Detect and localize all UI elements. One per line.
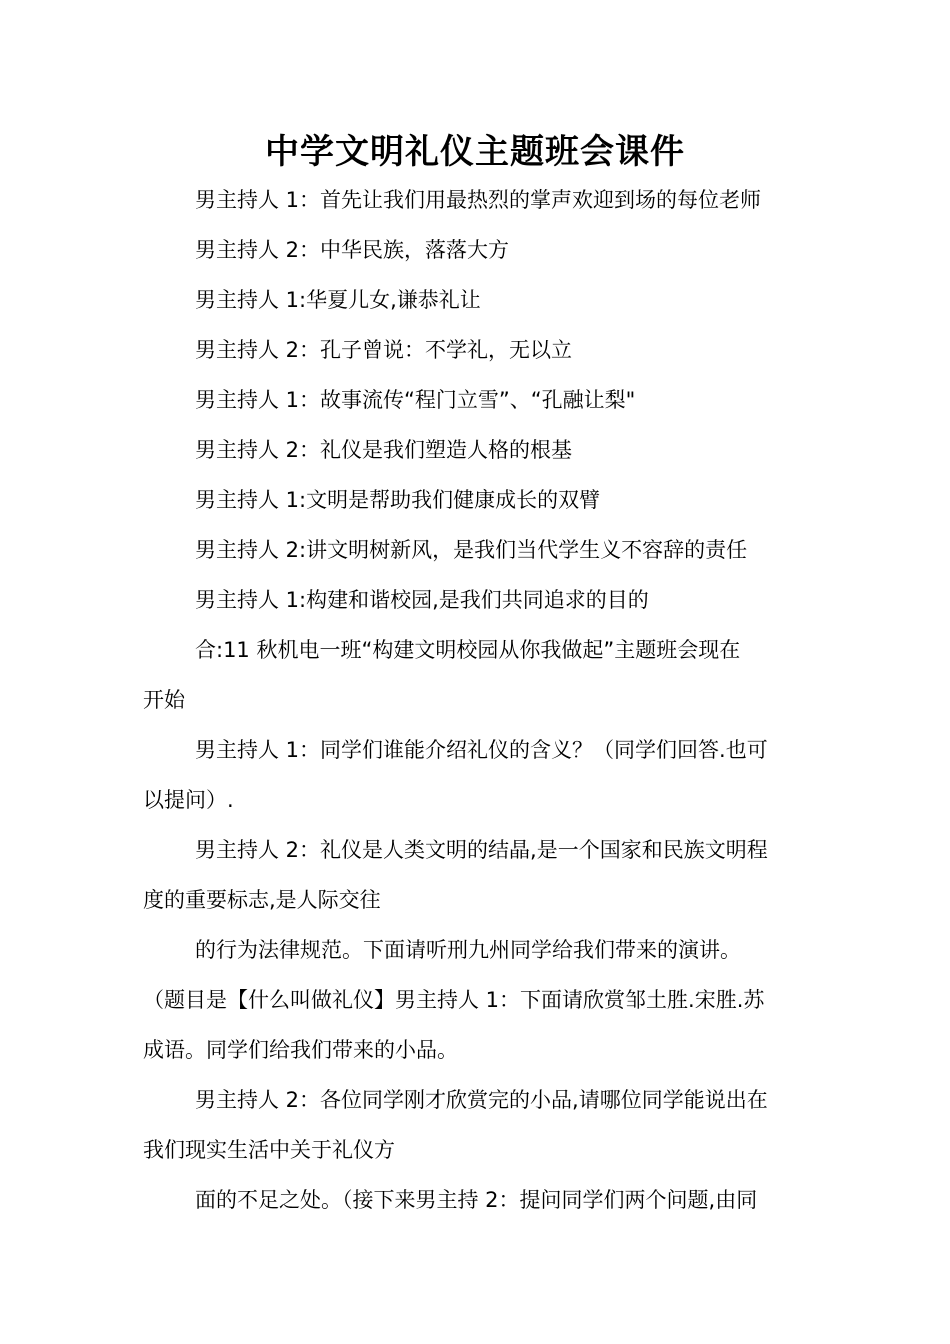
text-line: 男主持人 2：礼仪是人类文明的结晶,是一个国家和民族文明程 bbox=[195, 838, 768, 862]
text-line: 合:11 秋机电一班“构建文明校园从你我做起”主题班会现在 bbox=[195, 638, 741, 662]
text-line: 男主持人 1:华夏儿女,谦恭礼让 bbox=[195, 288, 481, 312]
document-title: 中学文明礼仪主题班会课件 bbox=[265, 132, 685, 172]
text-line: 面的不足之处。（接下来男主持 2：提问同学们两个问题,由同 bbox=[195, 1188, 758, 1212]
text-line: 男主持人 2：孔子曾说：不学礼，无以立 bbox=[195, 338, 573, 362]
text-line: 以提问）. bbox=[143, 788, 234, 812]
text-line: 度的重要标志,是人际交往 bbox=[143, 888, 381, 912]
text-line: 男主持人 1：同学们谁能介绍礼仪的含义？（同学们回答.也可 bbox=[195, 738, 768, 762]
text-line: 男主持人 2：礼仪是我们塑造人格的根基 bbox=[195, 438, 573, 462]
text-line: 男主持人 1：首先让我们用最热烈的掌声欢迎到场的每位老师 bbox=[195, 188, 762, 212]
text-line: （题目是【什么叫做礼仪】男主持人 1：下面请欣赏邹土胜.宋胜.苏 bbox=[143, 988, 765, 1012]
text-line: 的行为法律规范。下面请听刑九州同学给我们带来的演讲。 bbox=[195, 938, 741, 962]
text-line: 男主持人 2：各位同学刚才欣赏完的小品,请哪位同学能说出在 bbox=[195, 1088, 768, 1112]
text-line: 男主持人 2：中华民族，落落大方 bbox=[195, 238, 510, 262]
text-line: 男主持人 1：故事流传“程门立雪”、“孔融让梨" bbox=[195, 388, 636, 412]
text-line: 成语。同学们给我们带来的小品。 bbox=[143, 1038, 458, 1062]
text-line: 男主持人 1:文明是帮助我们健康成长的双臂 bbox=[195, 488, 601, 512]
text-line: 开始 bbox=[143, 688, 185, 712]
text-line: 男主持人 1:构建和谐校园,是我们共同追求的目的 bbox=[195, 588, 649, 612]
text-line: 我们现实生活中关于礼仪方 bbox=[143, 1138, 395, 1162]
text-line: 男主持人 2:讲文明树新风，是我们当代学生义不容辞的责任 bbox=[195, 538, 748, 562]
